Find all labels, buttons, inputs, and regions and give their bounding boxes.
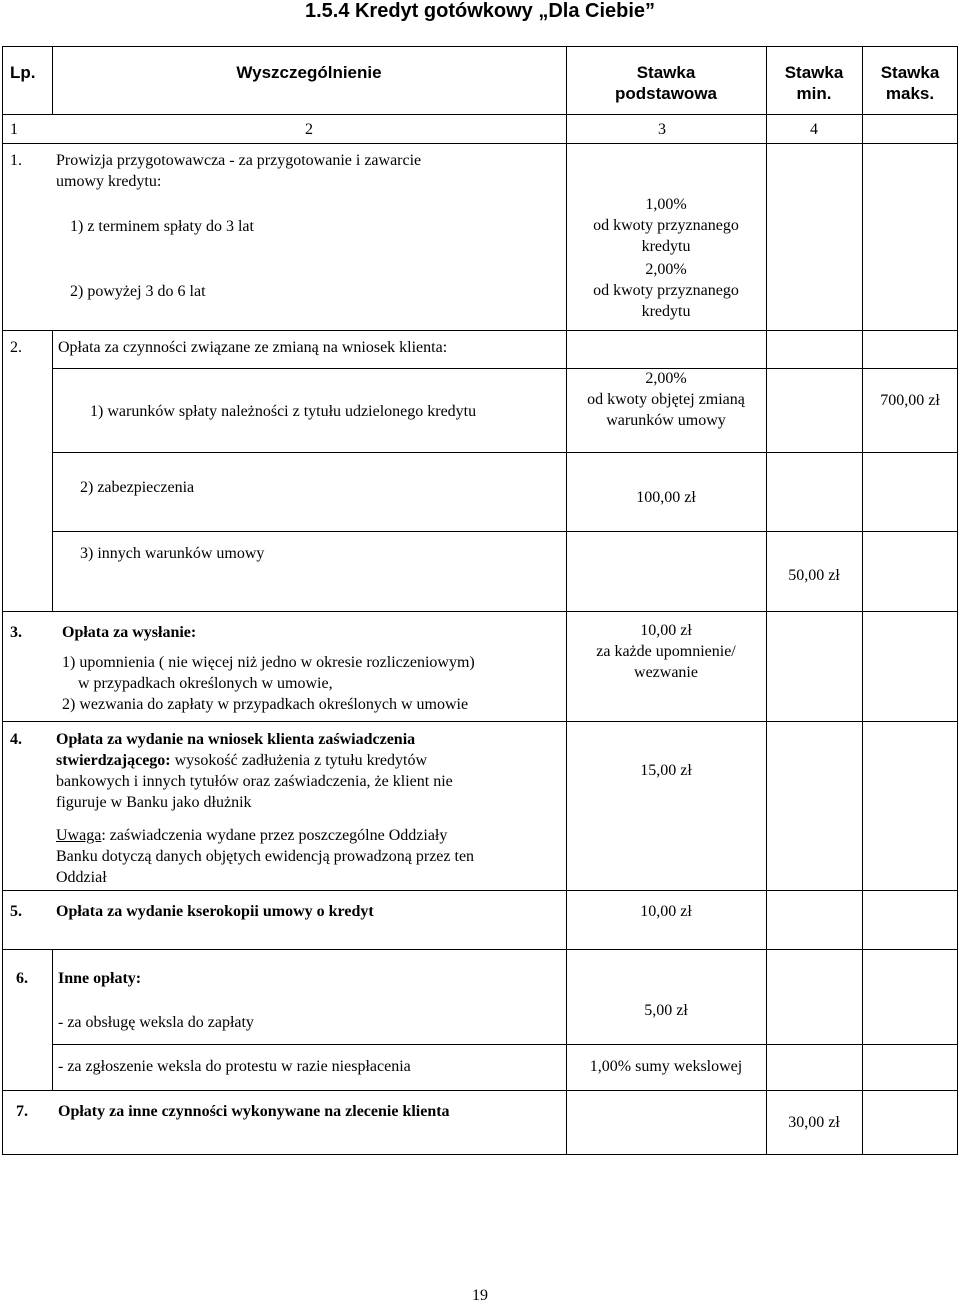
column-divider [766, 46, 767, 1155]
sub-item: - za obsługę weksla do zapłaty [58, 1014, 254, 1031]
column-number: 2 [305, 121, 313, 138]
row-divider [2, 890, 958, 891]
header-base-rate: Stawka podstawowa [614, 63, 717, 103]
row-number: 2. [10, 339, 22, 356]
row-number: 4. [10, 731, 22, 748]
sub-item: 1) z terminem spłaty do 3 lat [70, 218, 254, 235]
base-rate-value: 15,00 zł [640, 762, 692, 779]
sub-item: 2) powyżej 3 do 6 lat [70, 283, 206, 300]
row-number: 1. [10, 152, 22, 169]
row-divider [2, 611, 958, 612]
column-number: 1 [10, 121, 18, 138]
sub-item: 2) wezwania do zapłaty w przypadkach określonych w umowie [62, 696, 469, 713]
min-rate-value: 30,00 zł [788, 1114, 840, 1131]
header-min-rate: Stawka min. [784, 63, 844, 103]
column-divider [52, 949, 53, 1090]
table-border-left [2, 46, 3, 1155]
row-description: Opłata za czynności związane ze zmianą na wniosek klienta: [58, 339, 448, 356]
page-title: 1.5.4 Kredyt gotówkowy „Dla Ciebie” [304, 0, 656, 22]
sub-item: - za zgłoszenie weksla do protestu w razie niespłacenia [58, 1058, 411, 1075]
row-number: 5. [10, 903, 22, 920]
column-divider [52, 330, 53, 611]
column-divider [862, 46, 863, 1155]
min-rate-value: 50,00 zł [788, 567, 840, 584]
base-rate-value: 5,00 zł [644, 1002, 688, 1019]
base-rate-value: 2,00% od kwoty objętej zmianą warunków umowy [587, 370, 745, 429]
sub-item: 2) zabezpieczenia [80, 479, 195, 496]
row-number: 3. [10, 624, 22, 641]
row-divider [52, 452, 958, 453]
table-border-right [957, 46, 958, 1155]
base-rate-value: 1,00% sumy wekslowej [589, 1058, 743, 1075]
row-divider [52, 1044, 958, 1045]
row-divider [52, 531, 958, 532]
sub-item: 1) warunków spłaty należności z tytułu udzielonego kredytu [90, 403, 477, 420]
table-border-bottom [2, 1154, 958, 1155]
row-description: Opłaty za inne czynności wykonywane na zlecenie klienta [58, 1103, 450, 1120]
page-number: 19 [472, 1287, 488, 1304]
row-number: 7. [16, 1103, 28, 1120]
row-description: Opłata za wydanie na wniosek klienta zaświadczenia stwierdzającego: wysokość zadłużenia z tytułu kredytów bankowych i innych tytułów oraz zaświadczenia, że klient nie figuruje w Banku jako dłużnik [56, 731, 453, 811]
sub-item: 3) innych warunków umowy [80, 545, 265, 562]
sub-item: 1) upomnienia ( nie więcej niż jedno w okresie rozliczeniowym) [62, 654, 475, 671]
sub-item: w przypadkach określonych w umowie, [78, 675, 333, 692]
base-rate-value: 10,00 zł za każde upomnienie/ wezwanie [596, 622, 736, 681]
row-divider [2, 330, 958, 331]
row-number: 6. [16, 970, 28, 987]
base-rate-value: 2,00% od kwoty przyznanego kredytu [593, 261, 739, 320]
base-rate-value: 1,00% od kwoty przyznanego kredytu [593, 196, 739, 255]
row-divider [2, 949, 958, 950]
column-number: 4 [810, 121, 818, 138]
header-max-rate: Stawka maks. [880, 63, 940, 103]
row-description: Opłata za wysłanie: [62, 624, 197, 641]
max-rate-value: 700,00 zł [880, 392, 940, 409]
base-rate-value: 100,00 zł [636, 489, 696, 506]
header-description: Wyszczególnienie [236, 63, 382, 82]
column-number: 3 [658, 121, 666, 138]
row-divider [2, 1090, 958, 1091]
note-label: Uwaga [56, 827, 102, 844]
base-rate-value: 10,00 zł [640, 903, 692, 920]
row-divider [52, 368, 958, 369]
table-border-top [2, 46, 958, 47]
header-lp: Lp. [10, 63, 36, 82]
note: Uwaga: zaświadczenia wydane przez poszczególne Oddziały Banku dotyczą danych objętych ewidencją prowadzoną przez ten Oddział [56, 827, 475, 886]
row-divider [2, 143, 958, 144]
row-divider [2, 114, 958, 115]
row-divider [2, 721, 958, 722]
row-description: Opłata za wydanie kserokopii umowy o kredyt [56, 903, 374, 920]
row-description: Inne opłaty: [58, 970, 142, 987]
row-description: Prowizja przygotowawcza - za przygotowanie i zawarcie umowy kredytu: [56, 152, 422, 190]
